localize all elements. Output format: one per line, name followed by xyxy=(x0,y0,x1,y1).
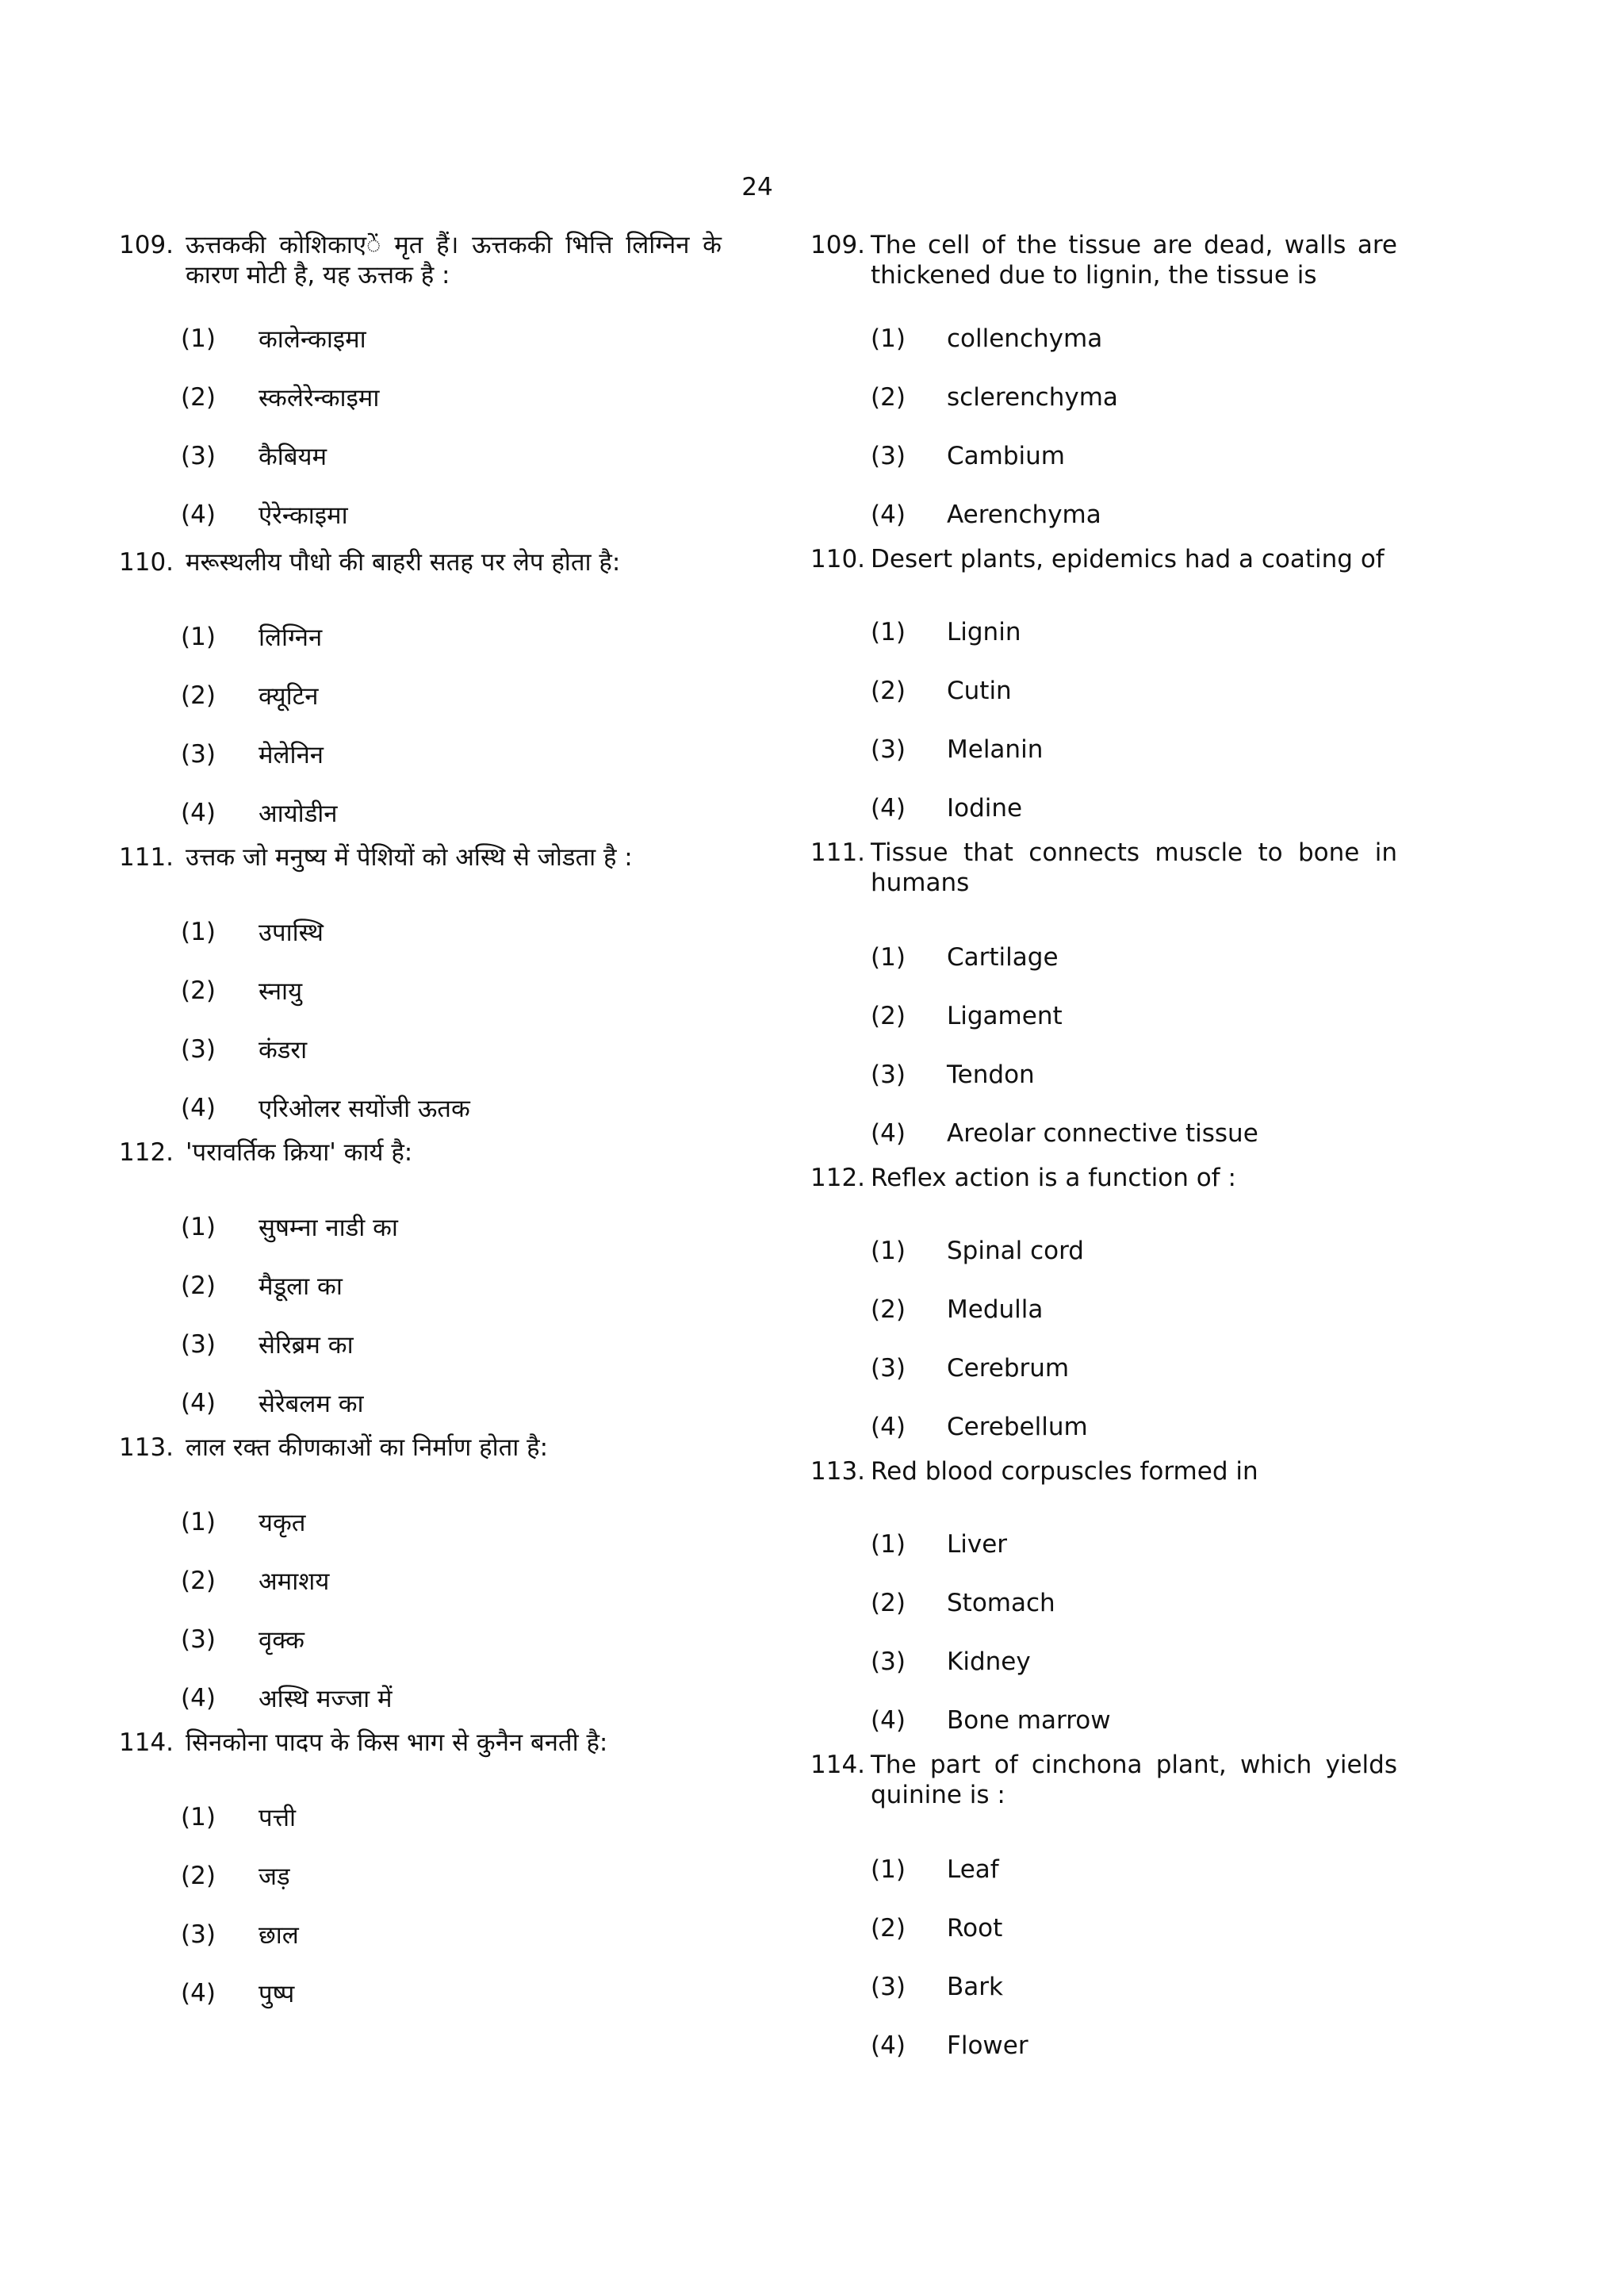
answer-option xyxy=(810,1691,1397,1750)
option-list xyxy=(119,1493,722,1728)
answer-option xyxy=(810,485,1397,544)
option-number: (4) xyxy=(871,794,906,823)
question-number: 111. xyxy=(119,843,174,872)
question xyxy=(810,1750,1397,2075)
option-text: स्नायु xyxy=(259,977,303,1006)
answer-option xyxy=(810,427,1397,485)
answer-option xyxy=(119,1551,722,1610)
option-number: (4) xyxy=(181,1094,216,1122)
answer-option xyxy=(810,2016,1397,2075)
answer-option xyxy=(810,368,1397,427)
option-list xyxy=(119,309,722,544)
answer-option xyxy=(119,1847,722,1905)
question xyxy=(810,1163,1397,1456)
question xyxy=(810,1456,1397,1750)
question-header xyxy=(119,230,722,309)
answer-option xyxy=(810,1104,1397,1163)
answer-option xyxy=(119,1315,722,1374)
option-number: (3) xyxy=(871,1647,906,1676)
option-list xyxy=(119,903,722,1137)
option-text: सेरिब्रम का xyxy=(259,1331,354,1360)
option-list xyxy=(810,1840,1397,2075)
question-text: लाल रक्त कीणकाओं का निर्माण होता है: xyxy=(186,1433,549,1462)
question-text: The cell of the tissue are dead, walls are thickened due to lignin, the tissue is xyxy=(871,231,1397,290)
question-number: 112. xyxy=(810,1164,866,1192)
option-number: (2) xyxy=(181,1271,216,1300)
question-header xyxy=(119,1433,722,1464)
option-text: Leaf xyxy=(947,1855,999,1884)
question-text: The part of cinchona plant, which yields quinine is : xyxy=(871,1751,1397,1809)
option-text: sclerenchyma xyxy=(947,383,1118,412)
option-text: पुष्प xyxy=(259,1980,295,2008)
answer-option xyxy=(119,961,722,1020)
option-text: Liver xyxy=(947,1530,1008,1559)
option-text: छाल xyxy=(259,1921,299,1950)
option-text: Bark xyxy=(947,1973,1003,2001)
option-text: क्यूटिन xyxy=(259,682,319,711)
option-text: कैबियम xyxy=(259,443,327,471)
option-text: सेरेबलम का xyxy=(259,1390,364,1418)
option-text: Cartilage xyxy=(947,943,1059,972)
answer-option xyxy=(810,928,1397,987)
option-number: (2) xyxy=(181,681,216,710)
option-text: Kidney xyxy=(947,1647,1031,1676)
option-text: पत्ती xyxy=(259,1804,297,1832)
option-number: (4) xyxy=(181,1979,216,2008)
option-text: सुषम्ना नाडी का xyxy=(259,1214,398,1242)
answer-option xyxy=(810,1899,1397,1958)
question xyxy=(119,842,722,1137)
question-text: ऊत्तककी कोशिकाएें मृत हैं। ऊत्तककी भित्ति लिग्निन के कारण मोटी है, यह ऊत्तक है : xyxy=(186,231,722,290)
option-number: (4) xyxy=(181,1389,216,1417)
answer-option xyxy=(119,1905,722,1964)
option-number: (1) xyxy=(181,1803,216,1831)
question-header xyxy=(810,544,1397,576)
option-number: (1) xyxy=(871,618,906,646)
option-number: (4) xyxy=(871,1413,906,1441)
answer-option xyxy=(119,608,722,666)
question-text: उत्तक जो मनुष्य में पेशियों को अस्थि से जोडता है : xyxy=(186,843,633,872)
option-text: ऐरेन्काइमा xyxy=(259,501,348,530)
option-number: (4) xyxy=(181,501,216,529)
option-number: (3) xyxy=(871,442,906,470)
answer-option xyxy=(119,1669,722,1728)
question-text: 'परावर्तिक क्रिया' कार्य है: xyxy=(186,1138,413,1167)
option-text: वृक्क xyxy=(259,1626,304,1655)
option-number: (1) xyxy=(181,918,216,946)
option-text: Iodine xyxy=(947,794,1023,823)
option-text: एरिओलर सयोंजी ऊतक xyxy=(259,1095,470,1123)
question-number: 113. xyxy=(119,1433,174,1462)
question-header xyxy=(119,1137,722,1169)
option-text: उपास्थि xyxy=(259,919,324,947)
option-number: (2) xyxy=(181,1862,216,1890)
option-list xyxy=(810,309,1397,544)
option-text: Areolar connective tissue xyxy=(947,1119,1258,1148)
option-text: Lignin xyxy=(947,618,1021,646)
option-text: Melanin xyxy=(947,735,1044,764)
option-text: Flower xyxy=(947,2031,1028,2060)
english-column xyxy=(810,230,1397,2075)
option-number: (4) xyxy=(871,501,906,529)
option-text: Tendon xyxy=(947,1061,1035,1089)
option-number: (1) xyxy=(181,1508,216,1536)
question-text: Red blood corpuscles formed in xyxy=(871,1457,1258,1486)
answer-option xyxy=(810,1632,1397,1691)
answer-option xyxy=(119,784,722,842)
answer-option xyxy=(810,1574,1397,1632)
answer-option xyxy=(810,1222,1397,1280)
option-text: Ligament xyxy=(947,1002,1063,1030)
option-number: (1) xyxy=(871,1530,906,1559)
answer-option xyxy=(810,1515,1397,1574)
option-number: (2) xyxy=(871,1295,906,1324)
option-text: Cutin xyxy=(947,677,1012,705)
option-text: Aerenchyma xyxy=(947,501,1101,529)
option-list xyxy=(119,1198,722,1433)
option-number: (4) xyxy=(181,799,216,827)
question-text: Desert plants, epidemics had a coating of xyxy=(871,545,1385,573)
option-number: (2) xyxy=(181,1567,216,1595)
option-text: Stomach xyxy=(947,1589,1055,1617)
answer-option xyxy=(810,1339,1397,1398)
option-list xyxy=(119,1788,722,2023)
option-number: (1) xyxy=(871,324,906,353)
answer-option xyxy=(119,1020,722,1079)
answer-option xyxy=(810,1840,1397,1899)
question xyxy=(119,1433,722,1728)
question xyxy=(119,547,722,842)
option-text: स्कलेरेन्काइमा xyxy=(259,384,380,412)
option-number: (2) xyxy=(871,1589,906,1617)
option-list xyxy=(810,1222,1397,1456)
option-number: (2) xyxy=(871,1002,906,1030)
question-number: 112. xyxy=(119,1138,174,1167)
option-number: (1) xyxy=(181,623,216,651)
answer-option xyxy=(810,662,1397,720)
option-text: अस्थि मज्जा में xyxy=(259,1685,393,1713)
option-number: (2) xyxy=(871,383,906,412)
question-header xyxy=(119,547,722,579)
option-text: जड़ xyxy=(259,1862,290,1891)
option-number: (3) xyxy=(181,1920,216,1949)
option-text: Cambium xyxy=(947,442,1065,470)
option-number: (1) xyxy=(181,1213,216,1241)
option-number: (1) xyxy=(871,1855,906,1884)
answer-option xyxy=(119,309,722,368)
question xyxy=(810,544,1397,838)
option-text: कालेन्काइमा xyxy=(259,325,366,354)
answer-option xyxy=(810,1045,1397,1104)
hindi-column xyxy=(119,230,722,2023)
question-text: मरूस्थलीय पौधो की बाहरी सतह पर लेप होता है: xyxy=(186,548,621,577)
option-text: मैडूला का xyxy=(259,1272,343,1301)
option-number: (3) xyxy=(871,1061,906,1089)
answer-option xyxy=(119,1374,722,1433)
option-number: (2) xyxy=(181,976,216,1005)
option-number: (3) xyxy=(181,1625,216,1654)
question-text: सिनकोना पादप के किस भाग से कुनैन बनती है: xyxy=(186,1728,608,1757)
option-number: (2) xyxy=(871,1914,906,1943)
option-text: Bone marrow xyxy=(947,1706,1111,1735)
answer-option xyxy=(810,1958,1397,2016)
option-text: आयोडीन xyxy=(259,800,338,828)
answer-option xyxy=(119,725,722,784)
page-number: 24 xyxy=(741,173,773,201)
question-number: 113. xyxy=(810,1457,866,1486)
question-number: 110. xyxy=(810,545,866,573)
answer-option xyxy=(119,1964,722,2023)
answer-option xyxy=(810,779,1397,838)
question-number: 114. xyxy=(810,1751,866,1779)
answer-option xyxy=(810,1280,1397,1339)
option-number: (4) xyxy=(181,1684,216,1713)
question-number: 109. xyxy=(119,231,174,259)
question-number: 109. xyxy=(810,231,866,259)
answer-option xyxy=(810,720,1397,779)
option-list xyxy=(810,1515,1397,1750)
option-list xyxy=(810,928,1397,1163)
option-text: लिग्निन xyxy=(259,623,323,652)
question-number: 110. xyxy=(119,548,174,577)
option-list xyxy=(810,603,1397,838)
answer-option xyxy=(119,427,722,485)
option-number: (3) xyxy=(871,735,906,764)
question-header xyxy=(810,1750,1397,1826)
option-number: (2) xyxy=(181,383,216,412)
answer-option xyxy=(810,603,1397,662)
question-header xyxy=(119,842,722,874)
option-number: (3) xyxy=(871,1354,906,1383)
answer-option xyxy=(119,368,722,427)
answer-option xyxy=(119,1198,722,1256)
option-number: (3) xyxy=(181,1035,216,1064)
option-number: (3) xyxy=(181,1330,216,1359)
option-number: (1) xyxy=(181,324,216,353)
question-text: Tissue that connects muscle to bone in humans xyxy=(871,838,1397,897)
option-number: (4) xyxy=(871,2031,906,2060)
question xyxy=(810,838,1397,1163)
question-header xyxy=(810,1163,1397,1195)
option-text: यकृत xyxy=(259,1509,306,1537)
question-number: 111. xyxy=(810,838,866,867)
answer-option xyxy=(119,1610,722,1669)
question xyxy=(119,230,722,544)
answer-option xyxy=(119,666,722,725)
question-text: Reflex action is a function of : xyxy=(871,1164,1236,1192)
option-text: Spinal cord xyxy=(947,1237,1084,1265)
question-header xyxy=(810,838,1397,914)
answer-option xyxy=(119,1256,722,1315)
answer-option xyxy=(119,485,722,544)
answer-option xyxy=(119,903,722,961)
option-number: (3) xyxy=(871,1973,906,2001)
question-header xyxy=(810,1456,1397,1488)
answer-option xyxy=(810,1398,1397,1456)
answer-option xyxy=(810,987,1397,1045)
option-text: collenchyma xyxy=(947,324,1103,353)
option-text: Cerebrum xyxy=(947,1354,1070,1383)
answer-option xyxy=(810,309,1397,368)
question xyxy=(119,1137,722,1433)
option-number: (4) xyxy=(871,1706,906,1735)
option-text: Root xyxy=(947,1914,1003,1943)
question-header xyxy=(119,1728,722,1759)
option-text: अमाशय xyxy=(259,1567,330,1596)
option-number: (1) xyxy=(871,1237,906,1265)
option-list xyxy=(119,608,722,842)
answer-option xyxy=(119,1079,722,1137)
answer-option xyxy=(119,1788,722,1847)
option-text: मेलेनिन xyxy=(259,741,324,769)
option-text: Medulla xyxy=(947,1295,1044,1324)
option-text: Cerebellum xyxy=(947,1413,1088,1441)
option-number: (4) xyxy=(871,1119,906,1148)
option-number: (1) xyxy=(871,943,906,972)
option-number: (3) xyxy=(181,740,216,769)
question xyxy=(119,1728,722,2023)
option-number: (3) xyxy=(181,442,216,470)
question-header xyxy=(810,230,1397,309)
option-number: (2) xyxy=(871,677,906,705)
question xyxy=(810,230,1397,544)
answer-option xyxy=(119,1493,722,1551)
question-number: 114. xyxy=(119,1728,174,1757)
option-text: कंडरा xyxy=(259,1036,308,1064)
